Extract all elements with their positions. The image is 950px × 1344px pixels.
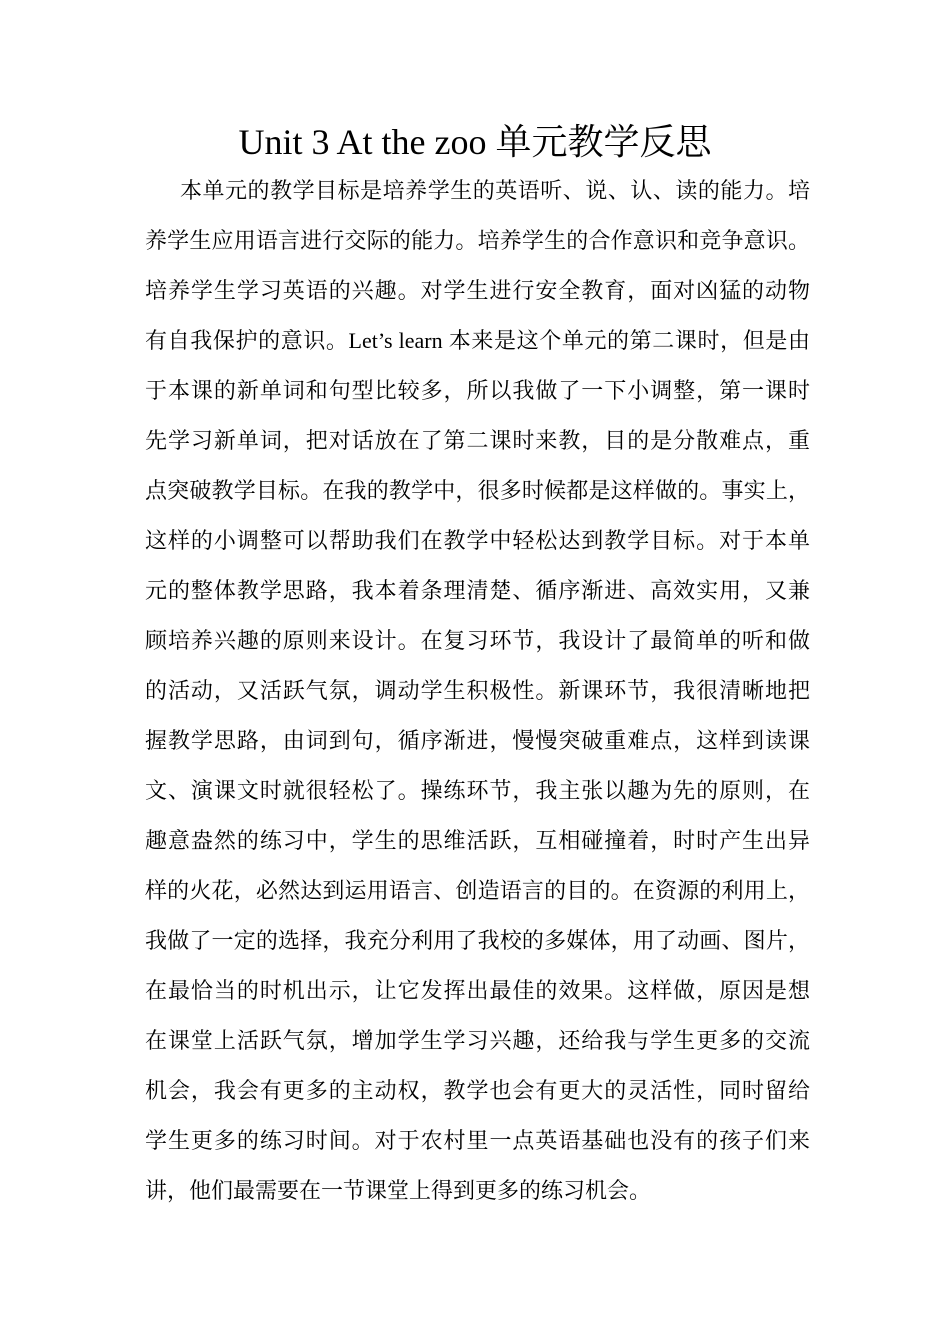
paragraph-line: 本单元的教学目标是培养学生的英语听、说、认、读的能力。培 <box>180 178 810 203</box>
paragraph-line: 的活动，又活跃气氛，调动学生积极性。新课环节，我很清晰地把 <box>145 678 810 703</box>
paragraph-line: 顾培养兴趣的原则来设计。在复习环节，我设计了最简单的听和做 <box>145 628 810 653</box>
document-title: Unit 3 At the zoo 单元教学反思 <box>238 122 712 162</box>
paragraph-line: 讲，他们最需要在一节课堂上得到更多的练习机会。 <box>145 1178 652 1203</box>
paragraph-line: 我做了一定的选择，我充分利用了我校的多媒体，用了动画、图片， <box>145 928 810 953</box>
paragraph-line: 文、演课文时就很轻松了。操练环节，我主张以趣为先的原则，在 <box>145 778 810 803</box>
paragraph-line: 样的火花，必然达到运用语言、创造语言的目的。在资源的利用上， <box>145 878 810 903</box>
paragraph-line: 点突破教学目标。在我的教学中，很多时候都是这样做的。事实上， <box>145 478 810 503</box>
paragraph-line: 这样的小调整可以帮助我们在教学中轻松达到教学目标。对于本单 <box>145 528 810 553</box>
paragraph-line: 先学习新单词，把对话放在了第二课时来教，目的是分散难点，重 <box>145 428 810 453</box>
paragraph-line: 于本课的新单词和句型比较多，所以我做了一下小调整，第一课时 <box>145 378 810 403</box>
body-paragraph <box>145 172 810 1222</box>
paragraph-line: 培养学生学习英语的兴趣。对学生进行安全教育，面对凶猛的动物 <box>145 278 810 303</box>
paragraph-line: 有自我保护的意识。Let’s learn 本来是这个单元的第二课时，但是由 <box>145 328 810 353</box>
paragraph-line: 元的整体教学思路，我本着条理清楚、循序渐进、高效实用，又兼 <box>145 578 810 603</box>
paragraph-line: 趣意盎然的练习中，学生的思维活跃，互相碰撞着，时时产生出异 <box>145 828 810 853</box>
paragraph-line: 在最恰当的时机出示，让它发挥出最佳的效果。这样做，原因是想 <box>145 978 810 1003</box>
paragraph-line: 学生更多的练习时间。对于农村里一点英语基础也没有的孩子们来 <box>145 1128 810 1153</box>
paragraph-line: 机会，我会有更多的主动权，教学也会有更大的灵活性，同时留给 <box>145 1078 810 1103</box>
paragraph-line: 在课堂上活跃气氛，增加学生学习兴趣，还给我与学生更多的交流 <box>145 1028 810 1053</box>
paragraph-line: 握教学思路，由词到句，循序渐进，慢慢突破重难点，这样到读课 <box>145 728 810 753</box>
paragraph-line: 养学生应用语言进行交际的能力。培养学生的合作意识和竞争意识。 <box>145 228 810 253</box>
